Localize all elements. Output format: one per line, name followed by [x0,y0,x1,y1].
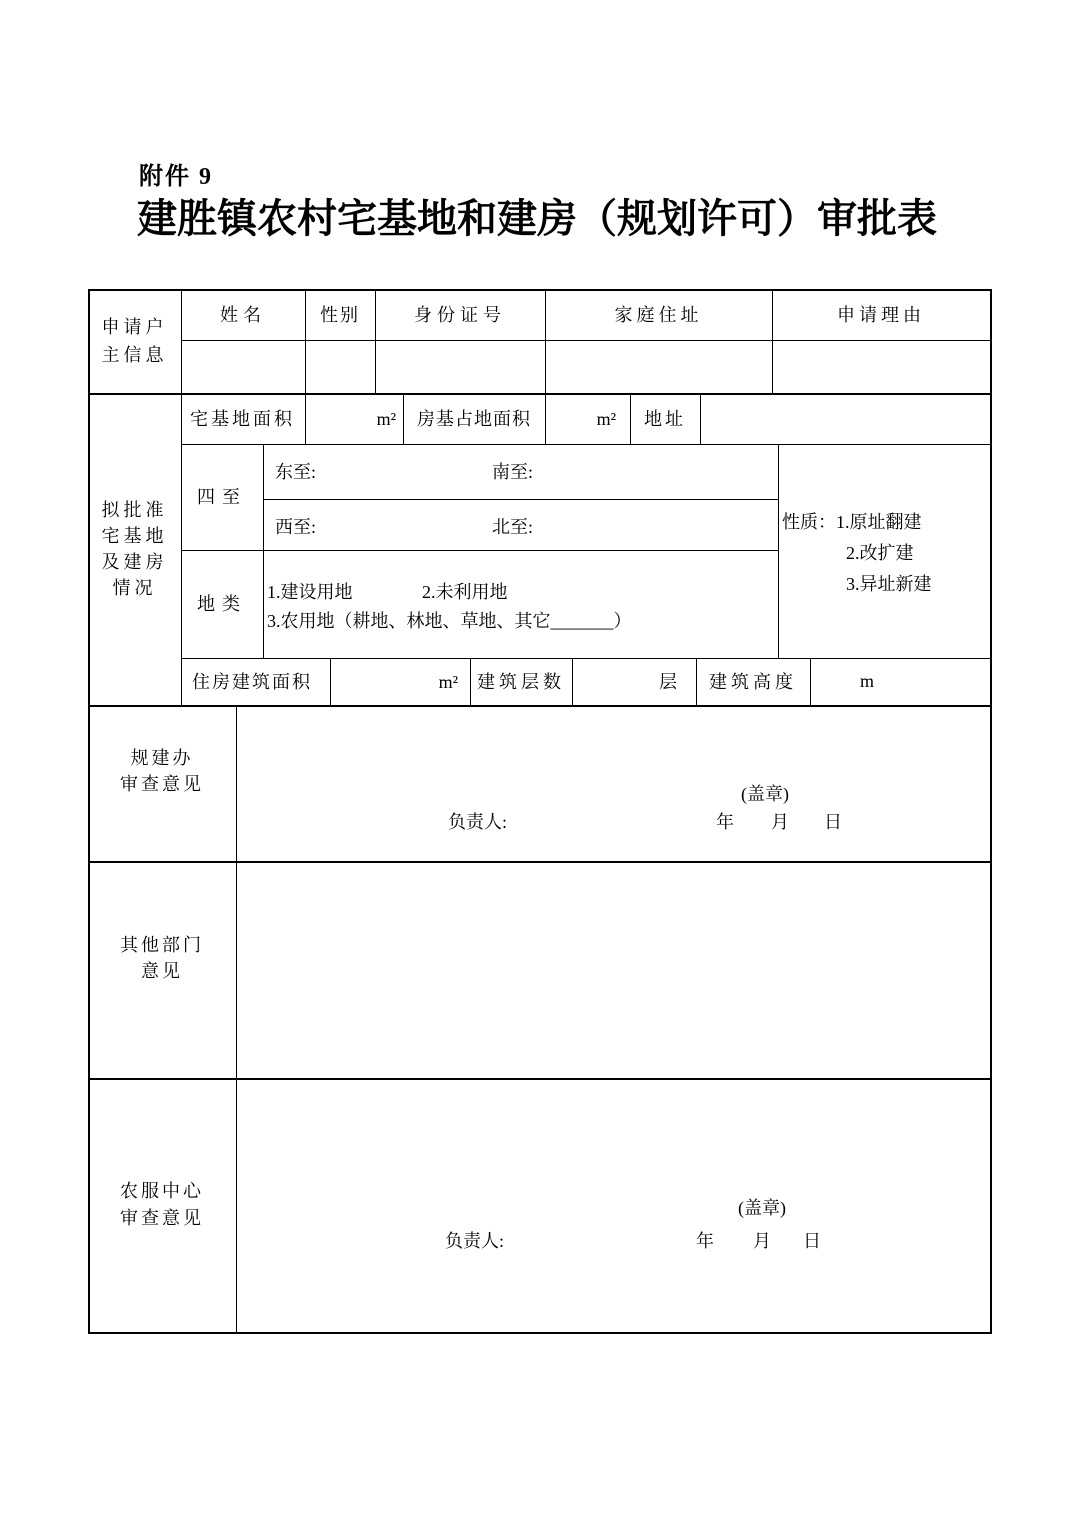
floors-unit: 层 [659,671,677,692]
homestead-row-label-line4: 情况 [112,578,157,598]
homestead-row-label-line1: 拟批准 [101,500,168,520]
homestead-row-label-line3: 及建房 [101,552,168,572]
name-value-cell [181,340,305,393]
applicant-row-label [88,291,181,391]
other-departments-opinion-area [236,861,990,1078]
agri-service-center-label [88,1078,236,1332]
planning-office-label-line2: 审查意见 [120,774,204,794]
homestead-row-label [88,393,181,705]
foundation-area-unit: m² [596,408,616,429]
building-area-unit: m² [438,671,458,692]
address-value-cell [700,393,990,444]
planning-responsible-label: 负责人: [448,812,508,832]
other-departments-label-line1: 其他部门 [120,934,204,955]
height-label: 建筑高度 [709,671,797,692]
grid-line [778,444,779,658]
col-header-home-address: 家庭住址 [614,304,703,325]
height-unit: m [860,671,875,691]
address-label: 地址 [644,408,686,429]
agri-date-day: 日 [803,1231,821,1251]
agri-responsible-label: 负责人: [445,1231,505,1251]
grid-line [263,444,264,658]
foundation-area-label: 房基占地面积 [417,408,531,429]
agri-service-center-label-line2: 审查意见 [120,1208,204,1228]
floors-label: 建筑层数 [477,671,565,692]
applicant-row-label-line2: 主信息 [101,345,168,365]
agri-date-month: 月 [753,1231,771,1251]
landtype-option-1: 1.建设用地 [267,582,353,602]
grid-line [181,550,778,551]
landtype-option-3: 3.农用地（耕地、林地、草地、其它_______） [267,611,632,631]
reason-value-cell [772,340,990,393]
bound-north-label: 北至: [492,517,534,537]
col-header-gender: 性别 [320,304,360,325]
col-header-reason: 申请理由 [837,304,925,325]
grid-line [88,1332,992,1334]
homestead-row-label-line2: 宅基地 [101,526,168,546]
bound-east-label: 东至: [275,462,317,482]
homestead-area-label: 宅基地面积 [190,408,295,429]
agri-seal-note: (盖章) [738,1198,786,1218]
other-departments-label-line2: 意见 [141,960,183,981]
other-departments-label [88,849,236,1066]
grid-line [810,658,811,705]
form-title: 建胜镇农村宅基地和建房（规划许可）审批表 [137,196,937,241]
nature-option-3: 3.异址新建 [846,574,932,594]
agri-service-center-label-line1: 农服中心 [120,1181,204,1201]
home-address-value-cell [545,340,772,393]
landtype-label: 地类 [197,594,247,614]
nature-options [782,507,932,600]
grid-line [263,499,778,500]
col-header-id-number: 身份证号 [414,304,506,325]
bound-south-label: 南至: [492,462,534,482]
id-number-value-cell [375,340,545,393]
agri-service-center-opinion-area [236,1078,990,1332]
planning-seal-note: (盖章) [741,784,789,804]
planning-date-year: 年 [716,812,734,832]
gender-value-cell [305,340,375,393]
landtype-option-2: 2.未利用地 [422,582,508,602]
bound-west-label: 西至: [275,517,317,537]
nature-option-1: 性质：1.原址翻建 [782,512,922,532]
attachment-number: 附件 9 [139,164,213,190]
grid-line [181,444,990,445]
nature-option-2: 2.改扩建 [846,543,914,563]
planning-office-opinion-area [236,705,990,861]
col-header-name: 姓名 [220,304,266,325]
bounds-label: 四至 [197,487,247,507]
homestead-area-unit: m² [376,408,396,429]
planning-office-label-line1: 规建办 [130,748,194,768]
grid-line [990,289,992,1334]
planning-date-day: 日 [824,812,842,832]
planning-office-label [88,693,236,849]
agri-date-year: 年 [696,1231,714,1251]
building-area-label: 住房建筑面积 [192,671,312,692]
planning-date-month: 月 [771,812,789,832]
applicant-row-label-line1: 申请户 [101,317,168,337]
